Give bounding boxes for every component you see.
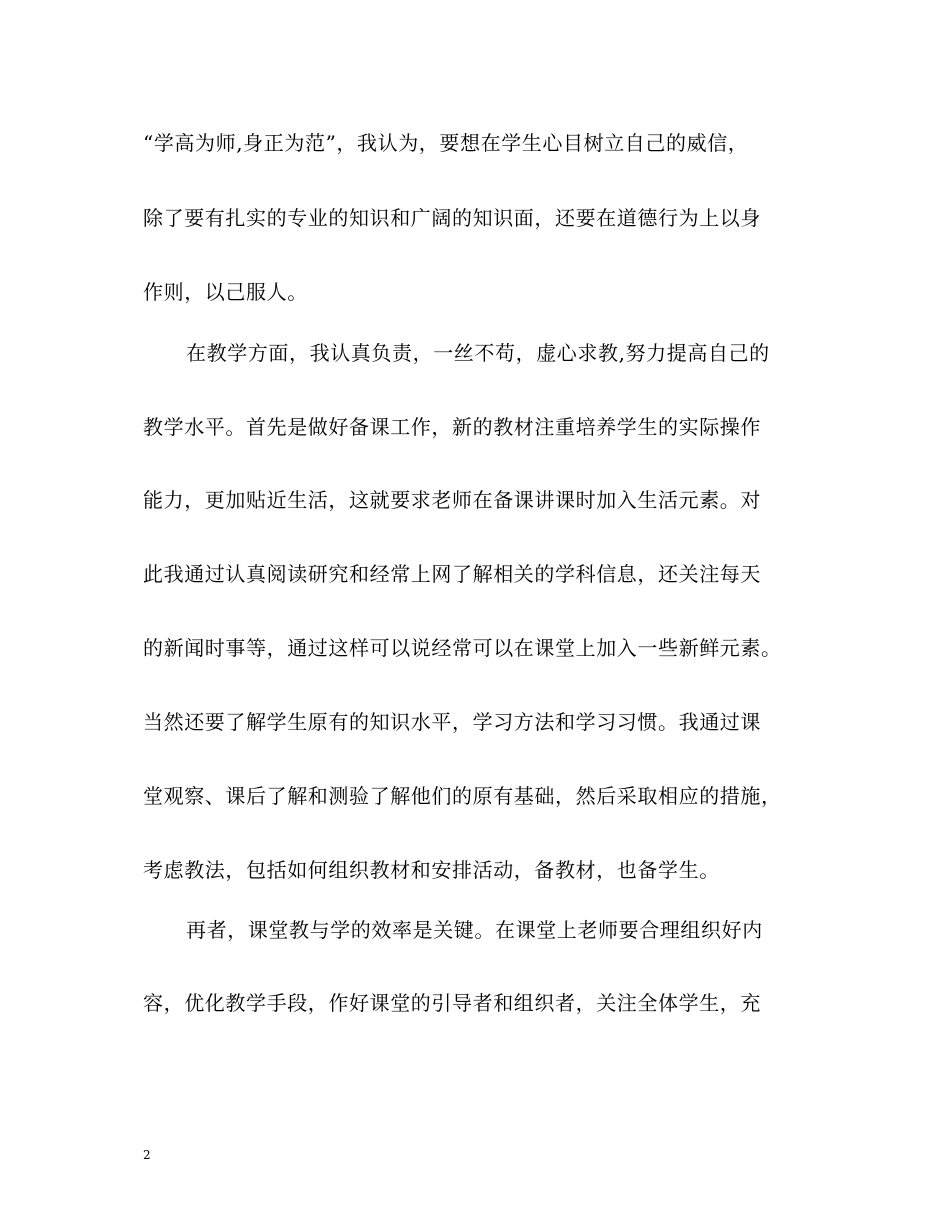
text-line: 能力，更加贴近生活，这就要求老师在备课讲课时加入生活元素。对 [143, 488, 761, 512]
page-number: 2 [143, 1148, 151, 1162]
text-line: 作则，以己服人。 [143, 280, 308, 304]
text-line: 容，优化教学手段，作好课堂的引导者和组织者，关注全体学生，充 [143, 991, 761, 1015]
text-line: 考虑教法，包括如何组织教材和安排活动，备教材，也备学生。 [143, 858, 720, 882]
text-line: 除了要有扎实的专业的知识和广阔的知识面，还要在道德行为上以身 [143, 206, 761, 230]
text-line: 此我通过认真阅读研究和经常上网了解相关的学科信息，还关注每天 [143, 562, 761, 586]
text-line: 教学水平。首先是做好备课工作，新的教材注重培养学生的实际操作 [143, 415, 761, 439]
text-line: 堂观察、课后了解和测验了解他们的原有基础，然后采取相应的措施， [143, 784, 782, 808]
text-line: 当然还要了解学生原有的知识水平，学习方法和学习习惯。我通过课 [143, 710, 761, 734]
paragraph-start-line: 再者，课堂教与学的效率是关键。在课堂上老师要合理组织好内 [186, 918, 763, 942]
paragraph-start-line: 在教学方面，我认真负责，一丝不苟，虚心求教,努力提高自己的 [186, 341, 770, 365]
text-line: 的新闻时事等，通过这样可以说经常可以在课堂上加入一些新鲜元素。 [143, 636, 782, 660]
text-line: “学高为师,身正为范”，我认为，要想在学生心目树立自己的威信， [143, 131, 749, 155]
